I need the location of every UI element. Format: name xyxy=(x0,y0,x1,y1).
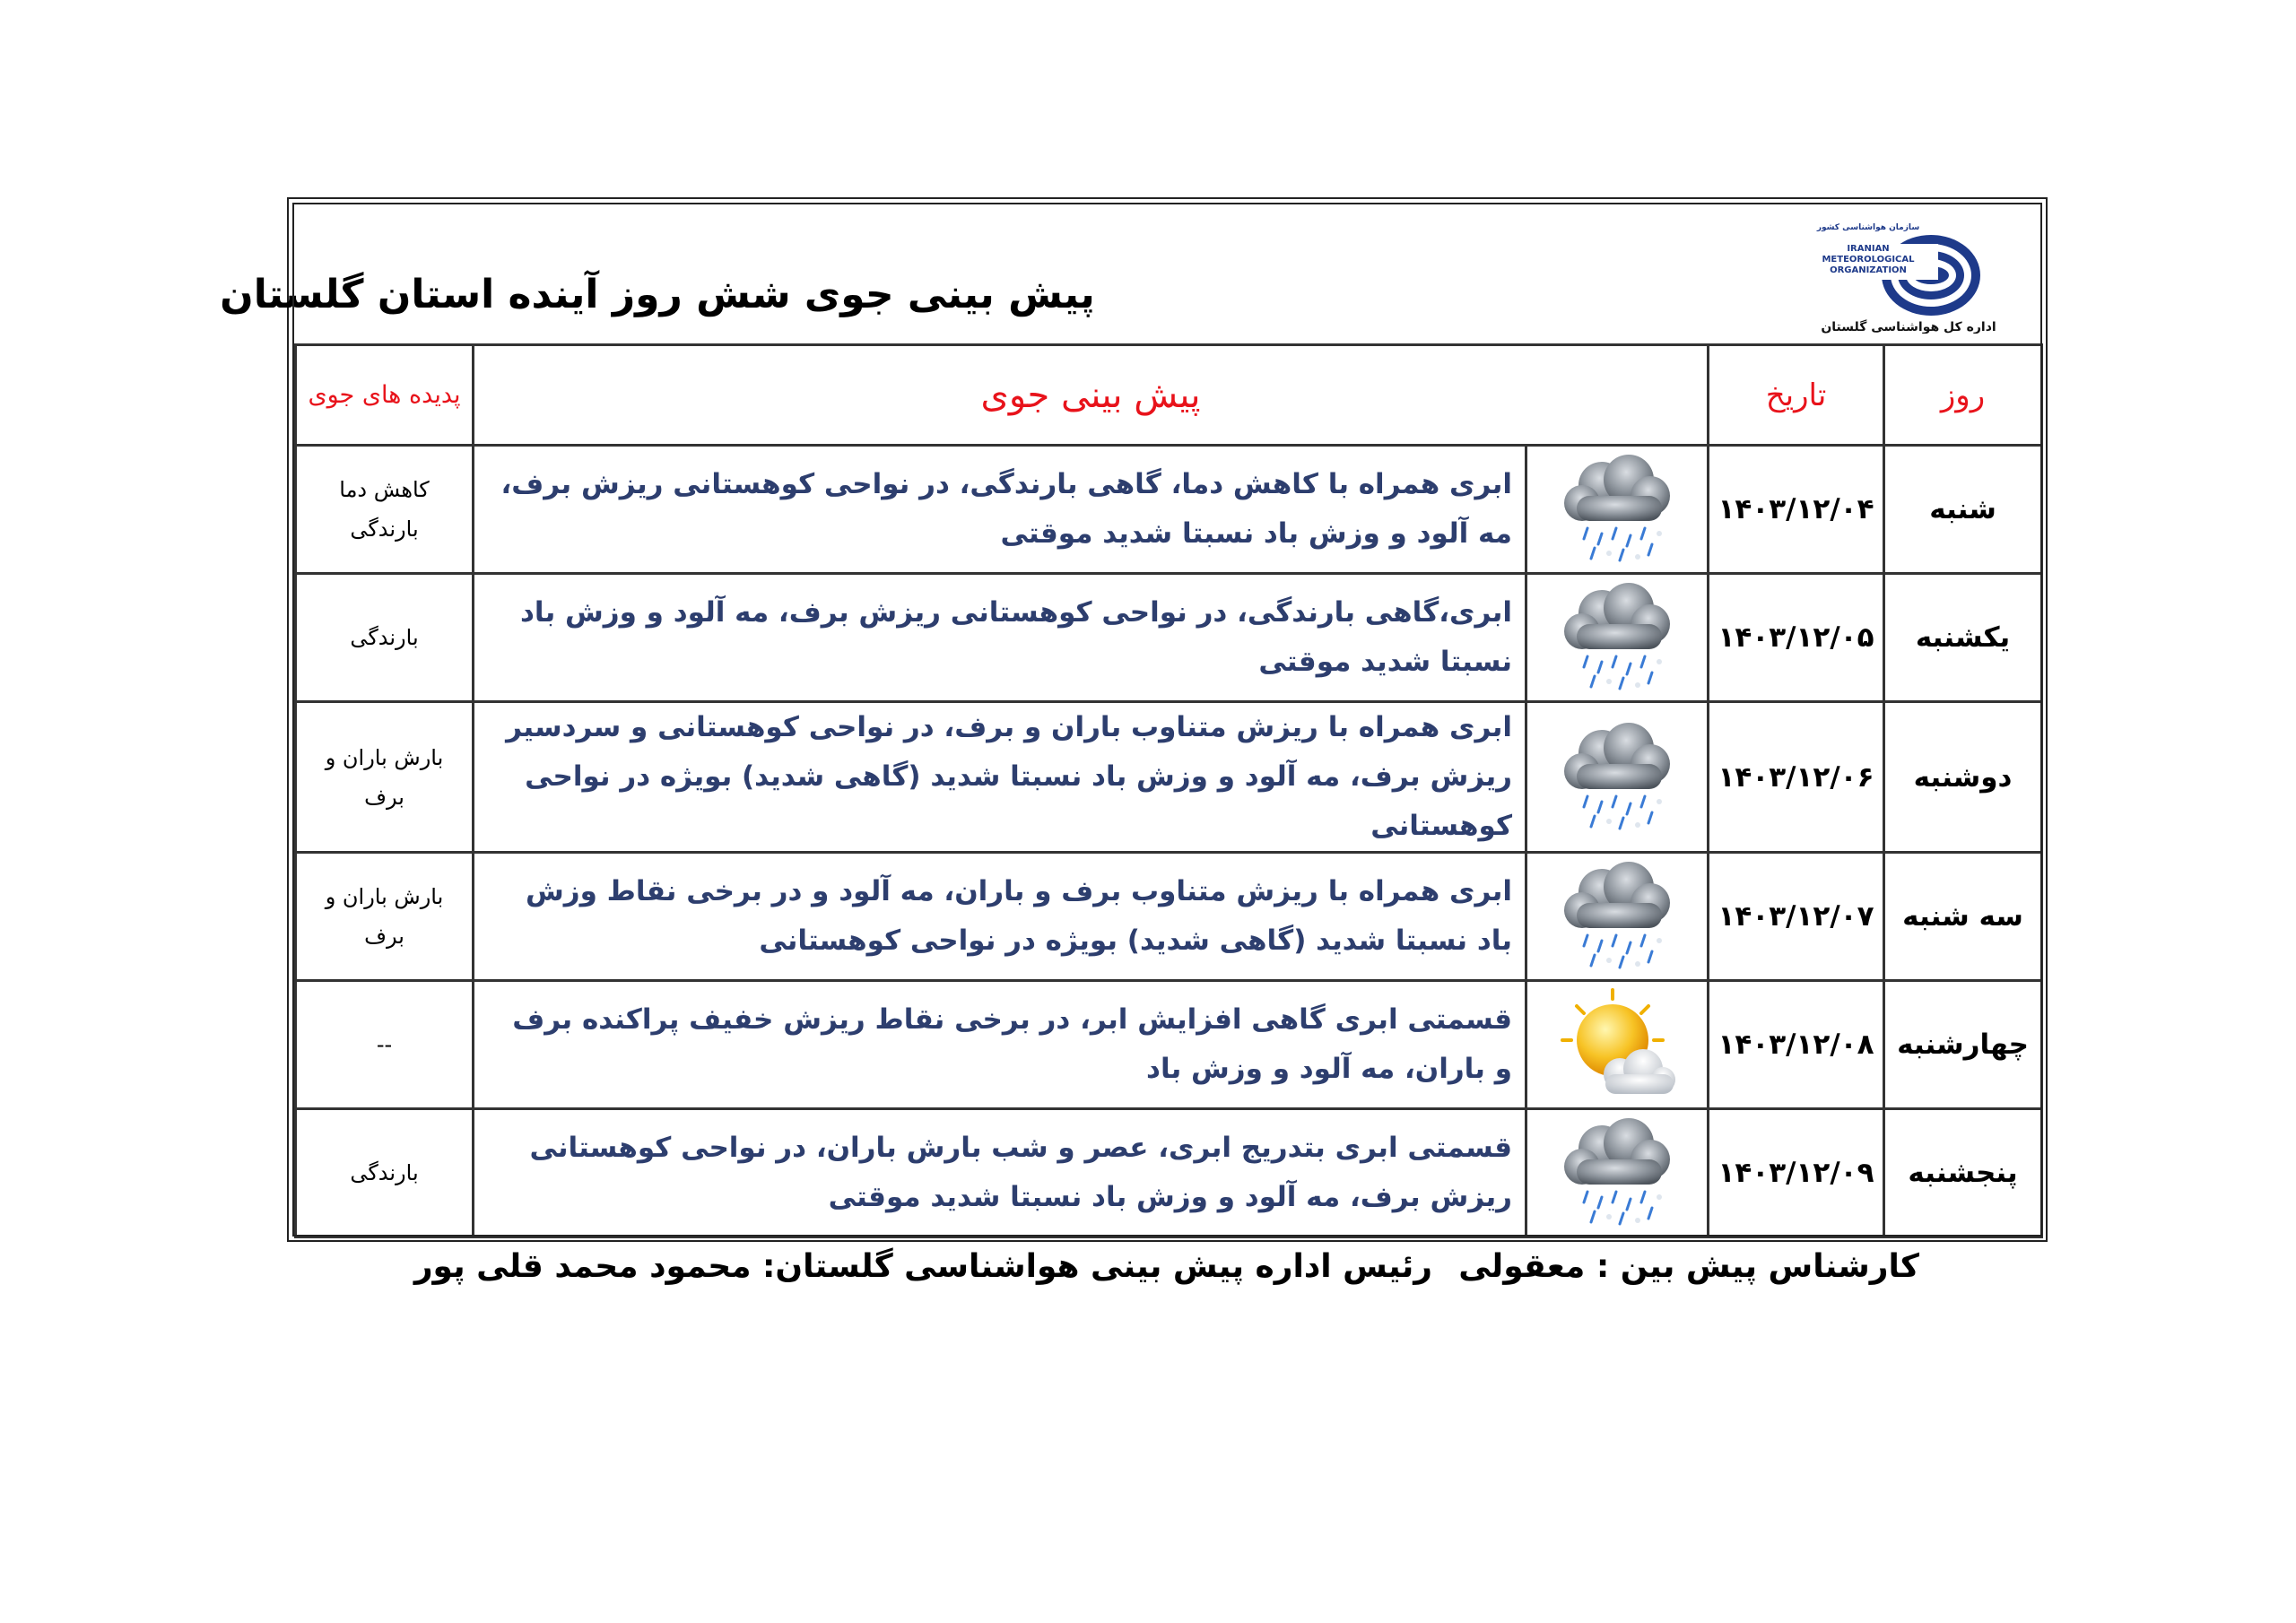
day-name: سه شنبه xyxy=(1884,853,2042,981)
forecast-description: ابری همراه با ریزش متناوب باران و برف، در نواحی کوهستانی و سردسیر ریزش برف، مه آلود و وزش باد نسبتا شدید (گاهی شدید) بویژه در نواحی کوهستانی xyxy=(474,702,1526,853)
meteorological-logo xyxy=(1796,217,2021,334)
office-head-name: رئیس اداره پیش بینی هواشناسی گلستان: محمود محمد قلی پور xyxy=(413,1248,1432,1285)
forecast-description: ابری همراه با ریزش متناوب برف و باران، مه آلود و در برخی نقاط وزش باد نسبتا شدید (گاهی شدید) بویژه در نواحی کوهستانی xyxy=(474,853,1526,981)
forecaster-name: کارشناس پیش بین : معقولی xyxy=(1458,1248,1919,1285)
forecast-description: قسمتی ابری بتدریج ابری، عصر و شب بارش باران، در نواحی کوهستانی ریزش برف، مه آلود و وزش باد نسبتا شدید موقتی xyxy=(474,1109,1526,1237)
table-row xyxy=(296,446,2042,574)
sun-cloud-icon xyxy=(1526,981,1709,1109)
forecast-description: ابری،گاهی بارندگی، در نواحی کوهستانی ریزش برف، مه آلود و وزش باد نسبتا شدید موقتی xyxy=(474,574,1526,702)
weather-phenomena: -- xyxy=(296,981,474,1109)
forecast-description: قسمتی ابری گاهی افزایش ابر، در برخی نقاط ریزش خفیف پراکنده برف و باران، مه آلود و وزش باد xyxy=(474,981,1526,1109)
day-date: ۱۴۰۳/۱۲/۰۸ xyxy=(1709,981,1884,1109)
day-date: ۱۴۰۳/۱۲/۰۵ xyxy=(1709,574,1884,702)
day-date: ۱۴۰۳/۱۲/۰۶ xyxy=(1709,702,1884,853)
title-row xyxy=(220,204,2040,343)
header-day: روز xyxy=(1884,345,2042,446)
day-date: ۱۴۰۳/۱۲/۰۷ xyxy=(1709,853,1884,981)
table-row xyxy=(296,1109,2042,1237)
table-row xyxy=(296,702,2042,853)
day-name: پنجشنبه xyxy=(1884,1109,2042,1237)
header-row xyxy=(296,345,2042,446)
header-forecast: پیش بینی جوی xyxy=(474,345,1709,446)
day-name: یکشنبه xyxy=(1884,574,2042,702)
weather-phenomena: بارندگی xyxy=(296,1109,474,1237)
forecast-rows xyxy=(296,446,2042,1237)
forecast-description: ابری همراه با کاهش دما، گاهی بارندگی، در نواحی کوهستانی ریزش برف، مه آلود و وزش باد نسبتا شدید موقتی xyxy=(474,446,1526,574)
header-phenomena: پدیده های جوی xyxy=(296,345,474,446)
day-date: ۱۴۰۳/۱۲/۰۹ xyxy=(1709,1109,1884,1237)
page-title: پیش بینی جوی شش روز آینده استان گلستان xyxy=(220,272,1095,317)
rain-cloud-icon xyxy=(1526,574,1709,702)
table-row xyxy=(296,981,2042,1109)
weather-phenomena: بارش باران و برف xyxy=(296,853,474,981)
header-date: تاریخ xyxy=(1709,345,1884,446)
svg-text:ORGANIZATION: ORGANIZATION xyxy=(1830,265,1907,275)
day-name: دوشنبه xyxy=(1884,702,2042,853)
weather-phenomena: بارندگی xyxy=(296,574,474,702)
svg-text:IRANIAN: IRANIAN xyxy=(1847,244,1890,254)
weather-phenomena: کاهش دما بارندگی xyxy=(296,446,474,574)
table-row xyxy=(296,574,2042,702)
svg-text:METEOROLOGICAL: METEOROLOGICAL xyxy=(1822,255,1915,265)
rain-cloud-icon xyxy=(1526,446,1709,574)
day-name: شنبه xyxy=(1884,446,2042,574)
signature-footer xyxy=(0,1248,2296,1302)
day-name: چهارشنبه xyxy=(1884,981,2042,1109)
svg-text:سازمان هواشناسی کشور: سازمان هواشناسی کشور xyxy=(1816,223,1920,232)
logo-emblem-icon xyxy=(1796,217,2021,334)
rain-cloud-icon xyxy=(1526,702,1709,853)
forecast-table xyxy=(294,343,2043,1238)
table-row xyxy=(296,853,2042,981)
weather-phenomena: بارش باران و برف xyxy=(296,702,474,853)
forecast-sheet xyxy=(220,197,2048,1242)
rain-cloud-icon xyxy=(1526,853,1709,981)
day-date: ۱۴۰۳/۱۲/۰۴ xyxy=(1709,446,1884,574)
svg-text:اداره کل هواشناسی گلستان: اداره کل هواشناسی گلستان xyxy=(1821,320,1996,334)
rain-cloud-icon xyxy=(1526,1109,1709,1237)
